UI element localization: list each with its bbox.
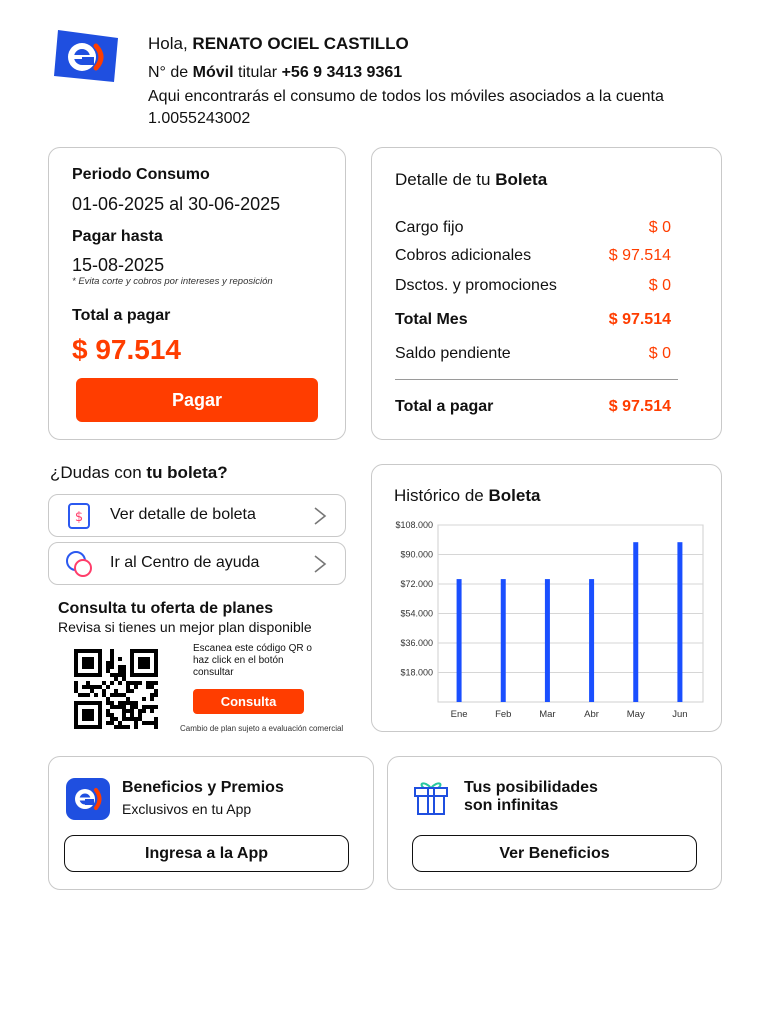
- detail-row-label: Total Mes: [395, 311, 468, 328]
- detail-row-label: Dsctos. y promociones: [395, 277, 557, 294]
- svg-text:$: $: [74, 510, 84, 525]
- movil-bold: Móvil: [192, 64, 234, 81]
- possibilities-title-line1: Tus posibilidades: [464, 779, 598, 796]
- gift-icon: [414, 778, 448, 816]
- entel-app-icon: [66, 778, 110, 820]
- consulta-button[interactable]: Consulta: [193, 689, 304, 714]
- y-tick-label: $72.000: [400, 579, 433, 589]
- open-app-button[interactable]: Ingresa a la App: [64, 835, 349, 872]
- bill-history-chart: [372, 465, 721, 731]
- history-title-bold: Boleta: [488, 486, 541, 505]
- benefits-card: [48, 756, 374, 890]
- y-tick-label: $18.000: [400, 667, 433, 678]
- detail-row-amount: $ 0: [648, 219, 671, 236]
- detail-row-amount: $ 97.514: [608, 247, 671, 264]
- pay-button[interactable]: Pagar: [76, 378, 318, 422]
- bar: [589, 579, 594, 702]
- period-label: Periodo Consumo: [72, 166, 210, 183]
- benefits-subtitle: Exclusivos en tu App: [122, 801, 252, 817]
- due-label: Pagar hasta: [72, 228, 163, 245]
- detail-row-amount: $ 0: [648, 277, 671, 294]
- scan-instructions: Escanea este código QR o haz click en el botón consultar: [193, 643, 312, 678]
- detail-title-prefix: Detalle de tu: [395, 170, 491, 189]
- bill-detail-card: [371, 147, 722, 440]
- detail-total-amount: $ 97.514: [608, 398, 671, 415]
- detail-row-total-mes: [395, 311, 671, 329]
- detail-total-row: [395, 398, 671, 416]
- link-label: Ir al Centro de ayuda: [110, 554, 260, 571]
- movil-line: [148, 64, 402, 82]
- detail-title-bold: Boleta: [495, 170, 548, 189]
- greeting-prefix: Hola,: [148, 34, 188, 53]
- divider: [395, 379, 678, 380]
- chevron-right-icon: [313, 506, 327, 526]
- link-label: Ver detalle de boleta: [110, 506, 256, 523]
- y-tick-label: $54.000: [400, 608, 433, 619]
- period-card: [48, 147, 346, 440]
- bar: [633, 542, 638, 702]
- view-benefits-button[interactable]: Ver Beneficios: [412, 835, 697, 872]
- movil-mid: titular: [238, 64, 278, 81]
- x-tick-label: Jun: [672, 709, 688, 720]
- detail-row: [395, 247, 671, 265]
- detail-row-amount: $ 0: [648, 345, 671, 362]
- y-tick-label: $90.000: [400, 549, 433, 560]
- detail-row: [395, 277, 671, 295]
- detail-row-label: Cargo fijo: [395, 219, 464, 236]
- x-tick-label: Ene: [450, 709, 468, 720]
- qr-code-icon[interactable]: [73, 649, 159, 729]
- movil-number: +56 9 3413 9361: [281, 64, 403, 81]
- x-tick-label: Mar: [539, 709, 556, 720]
- x-tick-label: May: [626, 709, 645, 720]
- movil-prefix: N° de: [148, 64, 189, 81]
- help-center-link[interactable]: [48, 542, 346, 585]
- detail-row-amount: $ 97.514: [608, 311, 671, 328]
- x-tick-label: Abr: [584, 709, 599, 720]
- detail-row: [395, 219, 671, 237]
- greeting: [148, 34, 409, 54]
- oferta-subtitle: Revisa si tienes un mejor plan disponible: [58, 619, 312, 635]
- entel-logo-icon: [52, 28, 122, 84]
- y-tick-label: $108.000: [395, 520, 433, 530]
- total-amount: $ 97.514: [72, 334, 181, 365]
- y-tick-label: $36.000: [400, 638, 433, 648]
- period-value: 01-06-2025 al 30-06-2025: [72, 194, 281, 214]
- possibilities-card: [387, 756, 722, 890]
- plan-change-footnote: Cambio de plan sujeto a evaluación comercial: [180, 724, 344, 733]
- dudas-prefix: ¿Dudas con: [50, 463, 142, 482]
- possibilities-title: [464, 779, 598, 815]
- detail-title: [395, 170, 547, 190]
- bar: [545, 579, 550, 702]
- view-bill-detail-link[interactable]: [48, 494, 346, 537]
- bar: [457, 579, 462, 702]
- customer-name: RENATO OCIEL CASTILLO: [192, 34, 409, 53]
- history-title-prefix: Histórico de: [394, 486, 484, 505]
- x-tick-label: Feb: [495, 709, 512, 720]
- account-description: Aqui encontrarás el consumo de todos los móviles asociados a la cuenta 1.0055243002: [148, 88, 664, 127]
- chevron-right-icon: [313, 554, 327, 574]
- dudas-heading: [50, 463, 228, 483]
- detail-row-label: Saldo pendiente: [395, 345, 511, 362]
- due-value: 15-08-2025: [72, 255, 165, 275]
- detail-total-label: Total a pagar: [395, 398, 494, 415]
- possibilities-title-line2: son infinitas: [464, 797, 559, 814]
- benefits-title: Beneficios y Premios: [122, 779, 284, 796]
- bar: [501, 579, 506, 702]
- bar: [677, 542, 682, 702]
- bill-history-card: [371, 464, 722, 732]
- detail-row: [395, 345, 671, 363]
- dudas-bold: tu boleta?: [146, 463, 228, 482]
- chat-bubbles-icon: [65, 550, 93, 578]
- detail-row-label: Cobros adicionales: [395, 247, 532, 264]
- due-note: * Evita corte y cobros por intereses y reposición: [72, 276, 273, 287]
- bill-icon: [65, 502, 93, 530]
- oferta-title: Consulta tu oferta de planes: [58, 600, 274, 617]
- total-label: Total a pagar: [72, 307, 171, 324]
